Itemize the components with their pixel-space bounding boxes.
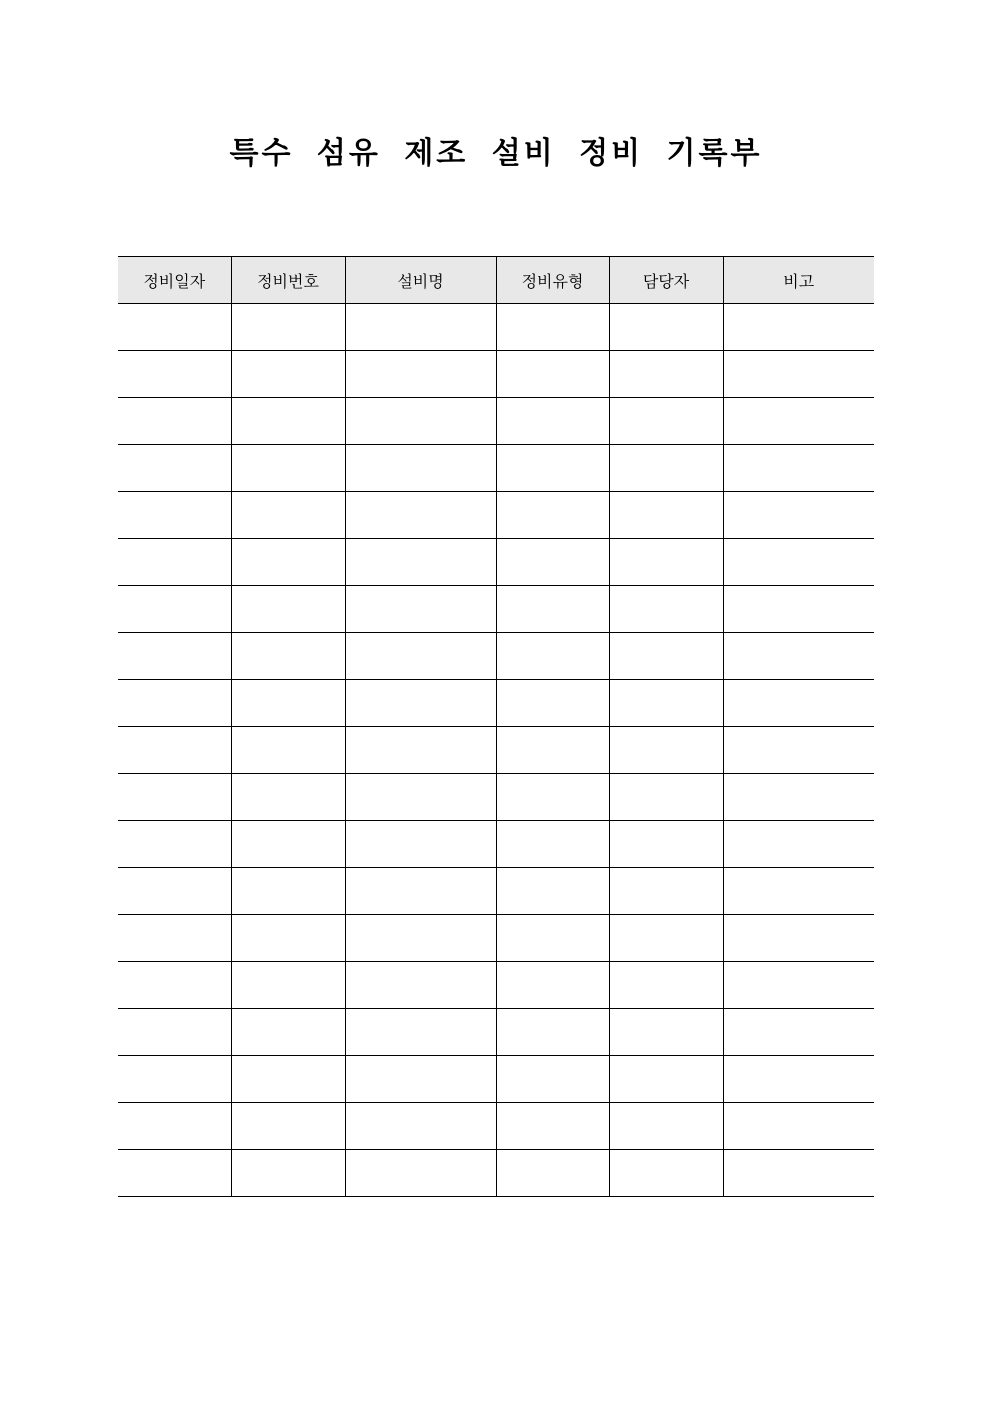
table-cell[interactable] [345, 774, 496, 821]
table-cell[interactable] [723, 492, 874, 539]
table-cell[interactable] [118, 445, 231, 492]
table-cell[interactable] [231, 680, 345, 727]
table-cell[interactable] [609, 680, 723, 727]
table-cell[interactable] [496, 1056, 609, 1103]
table-row [118, 1009, 874, 1056]
table-cell[interactable] [609, 1009, 723, 1056]
table-cell[interactable] [231, 586, 345, 633]
table-cell[interactable] [231, 962, 345, 1009]
table-cell[interactable] [496, 1009, 609, 1056]
table-cell[interactable] [345, 492, 496, 539]
table-cell[interactable] [609, 1103, 723, 1150]
table-cell[interactable] [345, 915, 496, 962]
table-row [118, 727, 874, 774]
table-cell[interactable] [118, 680, 231, 727]
table-cell[interactable] [496, 633, 609, 680]
table-row [118, 774, 874, 821]
table-cell[interactable] [118, 1009, 231, 1056]
table-row [118, 586, 874, 633]
table-cell[interactable] [496, 1150, 609, 1197]
table-cell[interactable] [723, 445, 874, 492]
table-cell[interactable] [609, 1150, 723, 1197]
document-title: 특수 섬유 제조 설비 정비 기록부 [229, 136, 763, 171]
table-cell[interactable] [496, 398, 609, 445]
table-cell[interactable] [231, 1150, 345, 1197]
table-row [118, 1150, 874, 1197]
table-cell[interactable] [723, 633, 874, 680]
maintenance-log-table [118, 256, 874, 1197]
table-cell[interactable] [496, 445, 609, 492]
table-cell[interactable] [118, 586, 231, 633]
table-cell[interactable] [118, 304, 231, 351]
table-cell[interactable] [118, 868, 231, 915]
table-cell[interactable] [231, 351, 345, 398]
table-cell[interactable] [231, 633, 345, 680]
table-cell[interactable] [345, 1056, 496, 1103]
table-cell[interactable] [231, 492, 345, 539]
table-cell[interactable] [496, 915, 609, 962]
table-cell[interactable] [609, 539, 723, 586]
table-cell[interactable] [496, 304, 609, 351]
table-cell[interactable] [118, 492, 231, 539]
table-cell[interactable] [609, 633, 723, 680]
table-cell[interactable] [231, 727, 345, 774]
table-cell[interactable] [609, 915, 723, 962]
table-body [118, 304, 874, 1197]
table-cell[interactable] [345, 633, 496, 680]
table-cell[interactable] [345, 586, 496, 633]
table-cell[interactable] [118, 774, 231, 821]
table-cell[interactable] [609, 492, 723, 539]
table-cell[interactable] [231, 821, 345, 868]
table-cell[interactable] [609, 962, 723, 1009]
table-cell[interactable] [723, 398, 874, 445]
table-cell[interactable] [723, 351, 874, 398]
table-cell[interactable] [231, 1009, 345, 1056]
table-cell[interactable] [609, 398, 723, 445]
column-header-date: 정비일자 [118, 257, 231, 304]
table-cell[interactable] [609, 445, 723, 492]
table-cell[interactable] [118, 1103, 231, 1150]
table-cell[interactable] [118, 633, 231, 680]
table-cell[interactable] [496, 821, 609, 868]
table-row [118, 821, 874, 868]
table-cell[interactable] [496, 680, 609, 727]
table-cell[interactable] [723, 1103, 874, 1150]
table-cell[interactable] [345, 727, 496, 774]
table-cell[interactable] [231, 1103, 345, 1150]
table-cell[interactable] [231, 868, 345, 915]
table-row [118, 633, 874, 680]
table-cell[interactable] [231, 774, 345, 821]
table-cell[interactable] [609, 774, 723, 821]
table-cell[interactable] [345, 1150, 496, 1197]
table-cell[interactable] [723, 821, 874, 868]
table-row [118, 539, 874, 586]
column-header-remarks: 비고 [723, 257, 874, 304]
table-cell[interactable] [723, 539, 874, 586]
table-cell[interactable] [496, 962, 609, 1009]
table-row [118, 962, 874, 1009]
table-cell[interactable] [496, 539, 609, 586]
table-cell[interactable] [723, 915, 874, 962]
table-row [118, 915, 874, 962]
table-cell[interactable] [345, 398, 496, 445]
table-cell[interactable] [231, 539, 345, 586]
table-cell[interactable] [496, 1103, 609, 1150]
table-cell[interactable] [609, 1056, 723, 1103]
table-cell[interactable] [609, 727, 723, 774]
table-row [118, 1103, 874, 1150]
table-cell[interactable] [345, 821, 496, 868]
table-cell[interactable] [345, 680, 496, 727]
table-row [118, 304, 874, 351]
table-cell[interactable] [118, 915, 231, 962]
table-row [118, 868, 874, 915]
table-cell[interactable] [609, 821, 723, 868]
table-row [118, 492, 874, 539]
table-row [118, 351, 874, 398]
table-cell[interactable] [723, 868, 874, 915]
table-cell[interactable] [231, 1056, 345, 1103]
column-header-number: 정비번호 [231, 257, 345, 304]
table-cell[interactable] [345, 1009, 496, 1056]
table-cell[interactable] [345, 351, 496, 398]
table-cell[interactable] [118, 398, 231, 445]
table-cell[interactable] [118, 1056, 231, 1103]
table-row [118, 398, 874, 445]
table-cell[interactable] [723, 962, 874, 1009]
column-header-manager: 담당자 [609, 257, 723, 304]
table-cell[interactable] [345, 539, 496, 586]
table-cell[interactable] [231, 445, 345, 492]
table-cell[interactable] [118, 539, 231, 586]
column-header-equipment: 설비명 [345, 257, 496, 304]
table-cell[interactable] [496, 492, 609, 539]
table-cell[interactable] [609, 304, 723, 351]
table-row [118, 1056, 874, 1103]
table-cell[interactable] [496, 774, 609, 821]
table-cell[interactable] [496, 727, 609, 774]
table-cell[interactable] [723, 1009, 874, 1056]
table-cell[interactable] [609, 868, 723, 915]
table-cell[interactable] [723, 1056, 874, 1103]
table-cell[interactable] [118, 962, 231, 1009]
table-row [118, 680, 874, 727]
table-cell[interactable] [118, 351, 231, 398]
table-cell[interactable] [345, 304, 496, 351]
table-cell[interactable] [345, 868, 496, 915]
table-cell[interactable] [723, 304, 874, 351]
table-cell[interactable] [723, 680, 874, 727]
table-cell[interactable] [345, 1103, 496, 1150]
table-cell[interactable] [609, 351, 723, 398]
table-cell[interactable] [496, 586, 609, 633]
table-cell[interactable] [723, 727, 874, 774]
column-header-type: 정비유형 [496, 257, 609, 304]
table-cell[interactable] [231, 398, 345, 445]
table-cell[interactable] [118, 821, 231, 868]
table-cell[interactable] [345, 445, 496, 492]
table-cell[interactable] [118, 727, 231, 774]
table-cell[interactable] [609, 586, 723, 633]
table-cell[interactable] [723, 586, 874, 633]
table-cell[interactable] [496, 868, 609, 915]
table-row [118, 445, 874, 492]
table-cell[interactable] [231, 915, 345, 962]
table-cell[interactable] [231, 304, 345, 351]
table-cell[interactable] [345, 962, 496, 1009]
header-row [118, 257, 874, 304]
table-cell[interactable] [118, 1150, 231, 1197]
table-cell[interactable] [723, 774, 874, 821]
table-cell[interactable] [496, 351, 609, 398]
table-cell[interactable] [723, 1150, 874, 1197]
